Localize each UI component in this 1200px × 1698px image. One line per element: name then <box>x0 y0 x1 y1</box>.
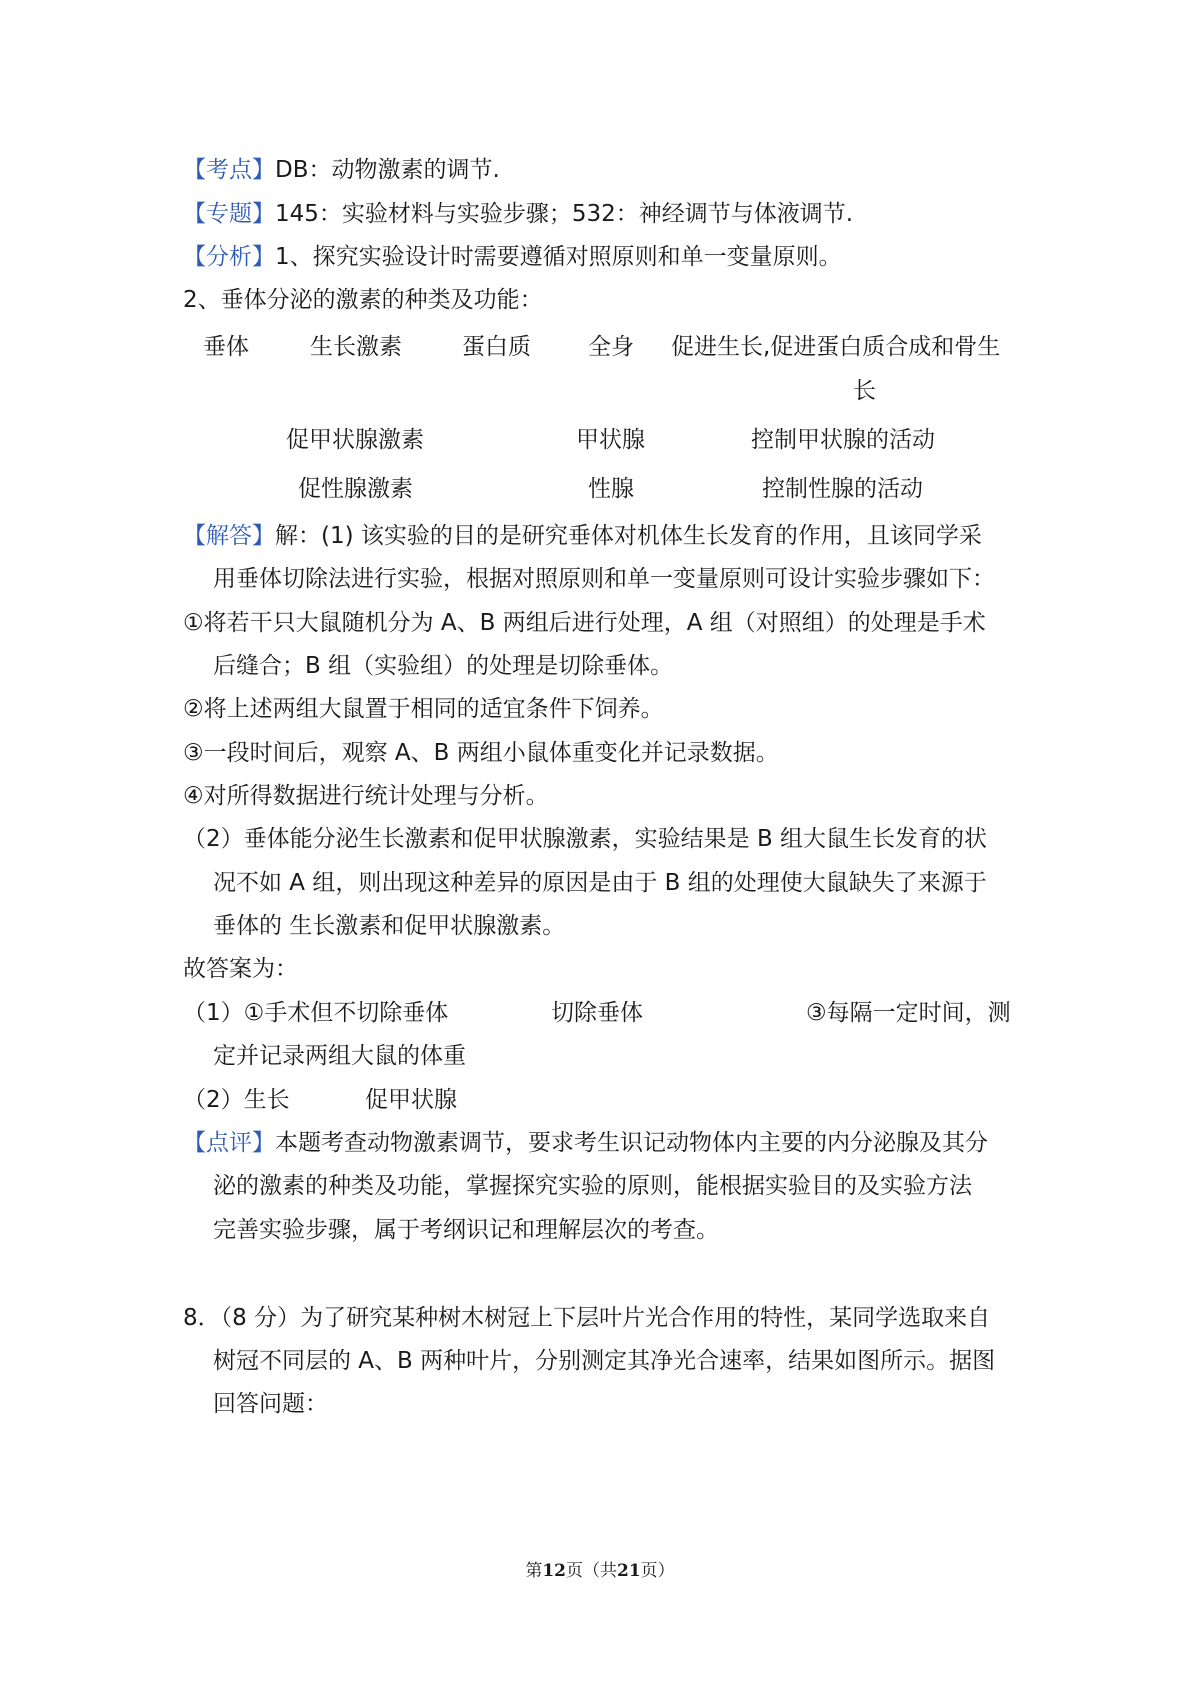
dianping-text-1: 本题考查动物激素调节，要求考生识记动物体内主要的内分泌腺及其分 <box>275 1130 988 1156</box>
jieda-text-1: 解：(1) 该实验的目的是研究垂体对机体生长发育的作用，且该同学采 <box>275 523 982 549</box>
answer-2-part1: （2）生长 <box>183 1087 290 1113</box>
table-r1-function-line1: 促进生长,促进蛋白质合成和骨生 <box>671 334 1001 360</box>
step1-line2: 后缝合；B 组（实验组）的处理是切除垂体。 <box>213 653 674 679</box>
page-footer <box>0 1556 1200 1581</box>
zhuanti-text: 145：实验材料与实验步骤；532：神经调节与体液调节. <box>275 201 854 227</box>
step2-line: ②将上述两组大鼠置于相同的适宜条件下饲养。 <box>183 696 664 722</box>
kaodian-line <box>183 154 500 186</box>
table-r3-hormone: 促性腺激素 <box>298 476 413 502</box>
part2-line3: 垂体的 生长激素和促甲状腺激素。 <box>213 913 566 939</box>
zhuanti-line <box>183 198 853 230</box>
jieda-tag: 【解答】 <box>183 523 275 549</box>
part2-line1: （2）垂体能分泌生长激素和促甲状腺激素，实验结果是 B 组大鼠生长发育的状 <box>183 826 988 852</box>
answer-1-line2: 定并记录两组大鼠的体重 <box>213 1043 466 1069</box>
footer-suffix: 页） <box>640 1561 675 1581</box>
kaodian-text: DB：动物激素的调节. <box>275 157 500 183</box>
part2-line2: 况不如 A 组，则出现这种差异的原因是由于 B 组的处理使大鼠缺失了来源于 <box>213 870 987 896</box>
answer-2-line <box>183 1084 290 1116</box>
kaodian-tag: 【考点】 <box>183 157 275 183</box>
dianping-line3: 完善实验步骤，属于考纲识记和理解层次的考查。 <box>213 1217 719 1243</box>
fenxi-2-line: 2、垂体分泌的激素的种类及功能： <box>183 287 543 313</box>
answer-1-part2: 切除垂体 <box>551 1000 643 1026</box>
table-r1-gland: 垂体 <box>203 334 249 360</box>
table-r1-function-line2: 长 <box>853 378 876 404</box>
answer-1-part3: ③每隔一定时间，测 <box>806 1000 1011 1026</box>
footer-page-number: 12 <box>542 1561 566 1581</box>
step4-line: ④对所得数据进行统计处理与分析。 <box>183 783 549 809</box>
question8-line1: 8．（8 分）为了研究某种树木树冠上下层叶片光合作用的特性，某同学选取来自 <box>183 1305 991 1331</box>
fenxi-line <box>183 241 842 273</box>
question8-line2: 树冠不同层的 A、B 两种叶片，分别测定其净光合速率，结果如图所示。据图 <box>213 1348 996 1374</box>
table-r3-target: 性腺 <box>588 476 634 502</box>
zhuanti-tag: 【专题】 <box>183 201 275 227</box>
step1-line1: ①将若干只大鼠随机分为 A、B 两组后进行处理，A 组（对照组）的处理是手术 <box>183 610 986 636</box>
footer-total-pages: 21 <box>617 1561 641 1581</box>
jieda-line2: 用垂体切除法进行实验，根据对照原则和单一变量原则可设计实验步骤如下： <box>213 566 995 592</box>
answer-1-part1: （1）①手术但不切除垂体 <box>183 1000 449 1026</box>
question8-line3: 回答问题： <box>213 1391 328 1417</box>
dianping-line2: 泌的激素的种类及功能，掌握探究实验的原则，能根据实验目的及实验方法 <box>213 1173 972 1199</box>
table-r2-function: 控制甲状腺的活动 <box>751 427 935 453</box>
table-r1-target: 全身 <box>588 334 634 360</box>
table-r1-hormone: 生长激素 <box>310 334 402 360</box>
table-r2-hormone: 促甲状腺激素 <box>286 427 424 453</box>
footer-middle: 页（共 <box>566 1561 617 1581</box>
answer-intro: 故答案为： <box>183 956 298 982</box>
step3-line: ③一段时间后，观察 A、B 两组小鼠体重变化并记录数据。 <box>183 740 779 766</box>
table-r2-target: 甲状腺 <box>576 427 645 453</box>
fenxi-tag: 【分析】 <box>183 244 275 270</box>
answer-1-line1 <box>183 997 448 1029</box>
answer-2-part2: 促甲状腺 <box>365 1087 457 1113</box>
jieda-line1 <box>183 520 982 552</box>
table-r3-function: 控制性腺的活动 <box>762 476 923 502</box>
table-r1-nature: 蛋白质 <box>462 334 531 360</box>
dianping-tag: 【点评】 <box>183 1130 275 1156</box>
dianping-line1 <box>183 1127 988 1159</box>
fenxi-text: 1、探究实验设计时需要遵循对照原则和单一变量原则。 <box>275 244 842 270</box>
footer-prefix: 第 <box>525 1561 543 1581</box>
